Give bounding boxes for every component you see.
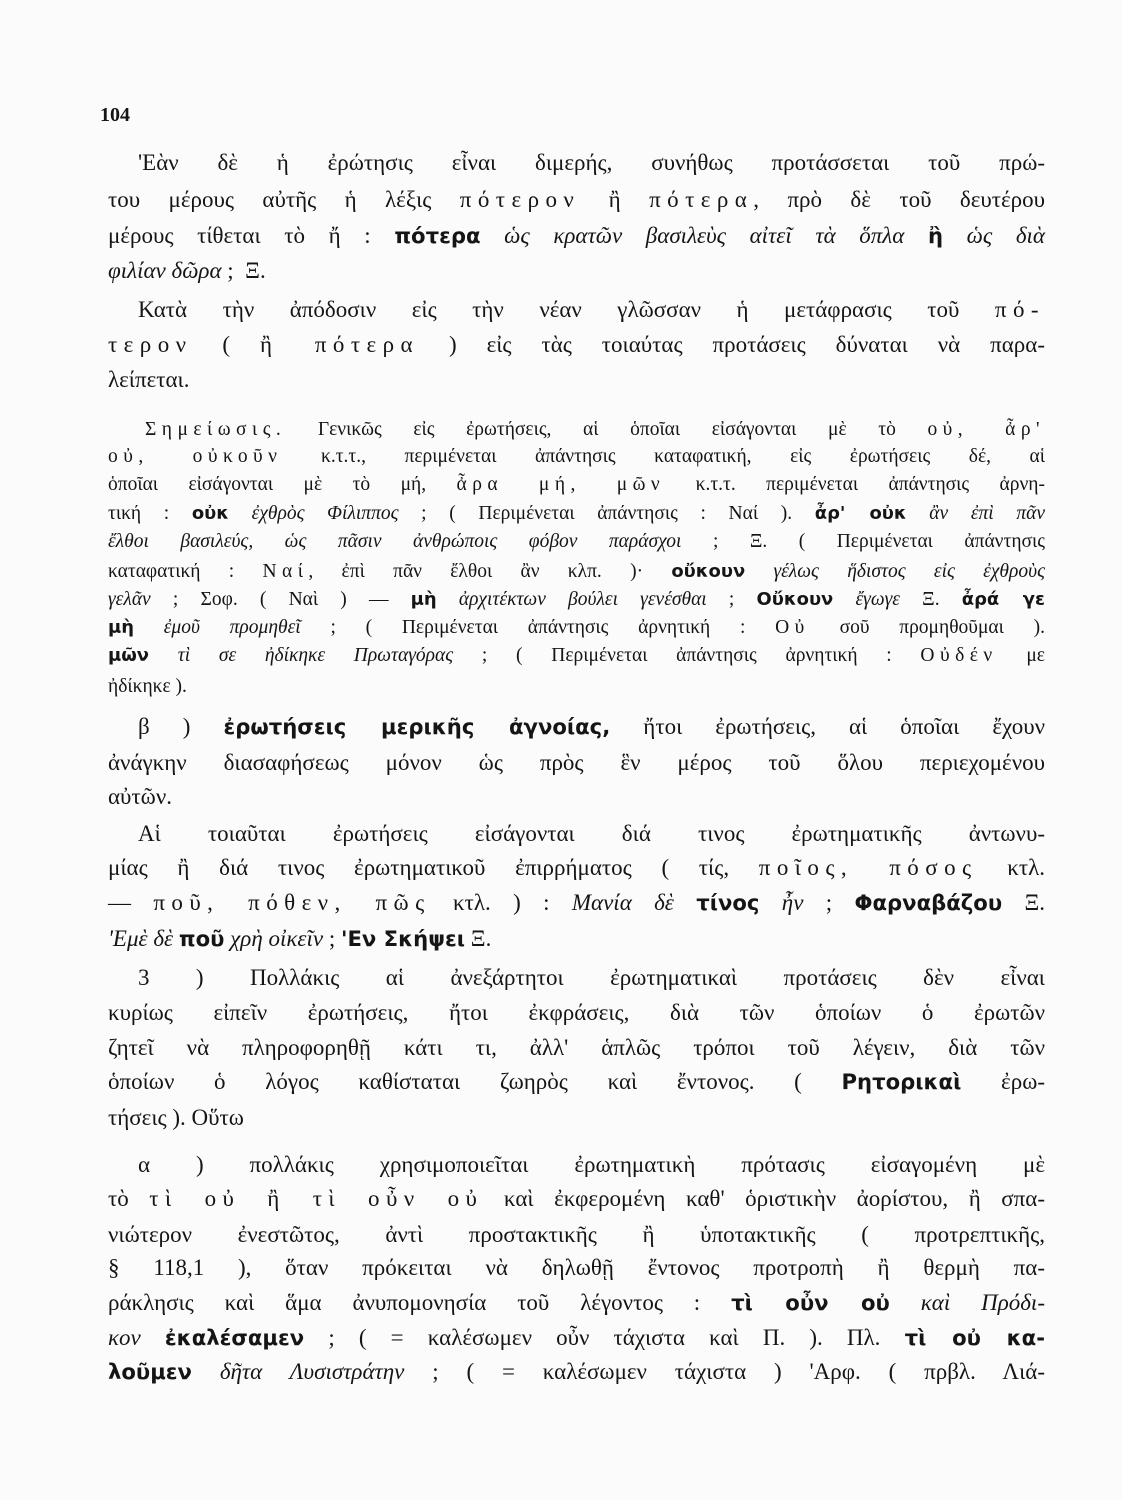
text-run: ἢ [580, 187, 650, 212]
note-line [108, 559, 1045, 585]
text-run: ) εἰς τὰς τοιαύτας προτάσεις δύναται νὰ παρα- [419, 332, 1045, 357]
spaced-text: ἢ πότερα [260, 332, 420, 357]
text-run: , ἐπὶ πᾶν ἔλθοι ἂν κλπ. )· [308, 561, 672, 582]
note-line [108, 472, 1045, 498]
text-run: 3 ) Πολλάκις αἱ ἀνεξάρτητοι ἐρωτηματικαὶ προτάσεις δὲν εἶναι [138, 965, 1045, 990]
text-run: κυρίως εἰπεῖν ἐρωτήσεις, ἤτοι ἐκφράσεις, διὰ τῶν ὁποίων ὁ ἐρωτῶν [108, 1000, 1045, 1025]
spaced-text: οὐ, οὐκοῦν [108, 446, 283, 467]
text-run: α ) πολλάκις χρησιμοποιεῖται ἐρωτηματικὴ πρότασις εἰσαγομένη μὲ [138, 1152, 1045, 1177]
text-line [108, 748, 1045, 778]
text-line [138, 1150, 1045, 1180]
text-line [108, 782, 1045, 812]
italic-text: ἦν [759, 890, 804, 915]
note-line [108, 615, 1045, 641]
text-line [108, 924, 1045, 954]
bold-text: ἐρωτήσεις μερικῆς ἀγνοίας, [223, 714, 611, 739]
text-run: του μέρους αὐτῆς ἡ λέξις [108, 187, 460, 212]
text-run: ; ( = καλέσωμεν τάχιστα ) 'Αρφ. ( πρβλ. Λιά- [404, 1359, 1045, 1384]
text-run: ἤτοι ἐρωτήσεις, αἱ ὁποῖαι ἔχουν [610, 714, 1045, 739]
text-line [108, 256, 1045, 286]
italic-text: τὶ σε ἠδίκηκε Πρωταγόρας [149, 645, 454, 666]
text-run: β ) [138, 714, 224, 739]
spaced-text: τὶ οὐ ἢ τὶ οὖν οὐ [149, 1186, 484, 1211]
text-run: ἐρω- [961, 1069, 1045, 1094]
note-line [108, 529, 1045, 555]
note-line [108, 587, 1045, 613]
bold-text: πότερα [394, 223, 481, 248]
italic-text: ἂν ἐπὶ πᾶν [906, 503, 1045, 524]
spaced-text: Σημείωσις. [145, 419, 287, 440]
text-run: αὐτῶν. [108, 784, 172, 809]
text-run: ; [706, 589, 757, 610]
text-line [138, 148, 1045, 178]
text-line [108, 853, 1045, 883]
bold-text: τὶ οὖν οὐ [731, 1290, 890, 1315]
spaced-text: ποῦ, πόθεν, πῶς [153, 890, 431, 915]
text-line [138, 712, 1045, 742]
text-run: μέρους τίθεται τὸ ἤ : [108, 223, 395, 248]
spaced-text: ποῖος, πόσος [758, 855, 978, 880]
bold-text: 'Εν Σκήψει [340, 926, 466, 951]
bold-text: τίνος [696, 890, 760, 915]
bold-text: Φαρναβάζου [854, 890, 1003, 915]
italic-text: ἐμοῦ προμηθεῖ [133, 617, 301, 638]
text-run: ; ( Περιμένεται ἀπάντησις ἀρνητική : [453, 645, 921, 666]
note-line [108, 674, 1045, 700]
text-run: ; ( Περιμένεται ἀπάντησις : Ναί ). [398, 503, 815, 524]
text-run: καὶ ἐκφερομένη καθ' ὁριστικὴν ἀορίστου, ἢ σπα- [483, 1186, 1045, 1211]
text-run: κτλ. [977, 855, 1045, 880]
text-run: ( [192, 332, 261, 357]
spaced-text: Οὐδέν [920, 645, 998, 666]
text-line [108, 221, 1045, 251]
text-line [138, 963, 1045, 993]
italic-text: Μανία δὲ [571, 890, 697, 915]
note-line [108, 643, 1045, 669]
text-run: κ.τ.τ. περιμένεται ἀπάντησις ἀρνη- [665, 474, 1045, 495]
text-line [108, 998, 1045, 1028]
spaced-text: πότερον [459, 187, 581, 212]
text-run: κτλ. ) : [430, 890, 572, 915]
spaced-text: Ναί [262, 561, 309, 582]
note-line [145, 417, 1045, 443]
spaced-text: τερον [108, 332, 193, 357]
text-run: κ.τ.τ., περιμένεται ἀπάντησις καταφατική, εἰς ἐρωτήσεις δέ, αἱ [282, 446, 1046, 467]
italic-text: φιλίαν δῶρα [108, 258, 222, 283]
spaced-text: οὐ, ἆρ' [927, 419, 1045, 440]
page-number: 104 [100, 104, 130, 126]
text-run: ὁποίων ὁ λόγος καθίσταται ζωηρὸς καὶ ἔντονος. ( [108, 1069, 842, 1094]
text-line [138, 819, 1045, 849]
text-run: Αἱ τοιαῦται ἐρωτήσεις εἰσάγονται διά τινος ἐρωτηματικῆς ἀντωνυ- [138, 821, 1045, 846]
bold-text: ἢ [927, 223, 944, 248]
text-line [108, 1184, 1045, 1214]
text-run: ; Ξ. ( Περιμένεται ἀπάντησις [681, 531, 1045, 552]
text-run: ζητεῖ νὰ πληροφορηθῇ κάτι τι, ἀλλ' ἁπλῶς τρόποι τοῦ λέγειν, διὰ τῶν [108, 1035, 1045, 1060]
text-run: ; [323, 926, 341, 951]
bold-text: μῶν [108, 645, 150, 666]
bold-text: ποῦ [178, 926, 225, 951]
note-line [108, 501, 1045, 527]
text-run: με [997, 645, 1045, 666]
bold-text: μὴ [410, 589, 437, 610]
text-line [108, 1288, 1045, 1318]
text-line [108, 1220, 1045, 1250]
text-run: ; [803, 890, 855, 915]
text-run: ράκλησις καὶ ἅμα ἀνυπομονησία τοῦ λέγοντος : [108, 1290, 732, 1315]
text-run: , πρὸ δὲ τοῦ δευτέρου [753, 187, 1046, 212]
italic-text: 'Εμὲ δὲ [108, 926, 179, 951]
text-line [108, 1067, 1045, 1097]
bold-text: Οὔκουν [756, 589, 834, 610]
text-line [108, 1033, 1045, 1063]
text-run: τήσεις ). Οὕτω [108, 1105, 244, 1130]
text-run: Κατὰ τὴν ἀπόδοσιν εἰς τὴν νέαν γλῶσσαν ἡ μετάφρασις τοῦ [138, 297, 995, 322]
text-line [108, 1357, 1045, 1387]
italic-text: δῆτα Λυσιστράτην [191, 1359, 405, 1384]
text-line [138, 295, 1045, 325]
italic-text: ὡς διὰ [943, 223, 1045, 248]
text-run: ; Ξ. [221, 258, 266, 283]
text-line [108, 888, 1045, 918]
italic-text: ἀρχιτέκτων βούλει γενέσθαι [436, 589, 707, 610]
italic-text: ἔγωγε [833, 589, 900, 610]
text-run: νιώτερον ἐνεστῶτος, ἀντὶ προστακτικῆς ἢ ὑποτακτικῆς ( προτρεπτικῆς, [108, 1222, 1045, 1247]
bold-text: οὐκ [191, 503, 230, 524]
text-run: τική : [108, 503, 192, 524]
bold-text: μὴ [108, 617, 134, 638]
italic-text: κον [108, 1325, 165, 1350]
bold-text: Ρητορικαὶ [841, 1069, 962, 1094]
text-run: — [108, 890, 154, 915]
italic-text: ὡς κρατῶν βασιλεὺς αἰτεῖ τὰ ὅπλα [480, 223, 928, 248]
text-line [108, 1323, 1045, 1353]
text-run: Ξ. [1002, 890, 1045, 915]
text-run: Ξ. [465, 926, 492, 951]
italic-text: καὶ Πρόδι- [889, 1290, 1045, 1315]
text-run: 'Εὰν δὲ ἡ ἐρώτησις εἶναι διμερής, συνήθως προτάσσεται τοῦ πρώ- [138, 150, 1045, 175]
italic-text: χρὴ οἰκεῖν [224, 926, 324, 951]
text-run: § 118,1 ), ὅταν πρόκειται νὰ δηλωθῇ ἔντονος προτροπὴ ἢ θερμὴ πα- [108, 1255, 1045, 1280]
italic-text: ἔλθοι βασιλεύς, ὡς πᾶσιν ἀνθρώποις φόβον παράσχοι [108, 531, 682, 552]
spaced-text: πό- [994, 297, 1045, 322]
text-run: ἀνάγκην διασαφήσεως μόνον ὡς πρὸς ἓν μέρος τοῦ ὅλου περιεχομένου [108, 750, 1045, 775]
text-run: τὸ [108, 1186, 150, 1211]
spaced-text: Οὐ [775, 617, 810, 638]
text-run: Γενικῶς εἰς ἐρωτήσεις, αἱ ὁποῖαι εἰσάγονται μὲ τὸ [286, 419, 928, 440]
text-run: Ξ. [899, 589, 962, 610]
text-line [108, 365, 1045, 395]
note-line [108, 444, 1045, 470]
bold-text: ἆρ' οὐκ [814, 503, 907, 524]
text-run: ὁποῖαι εἰσάγονται μὲ τὸ μή, [108, 474, 457, 495]
text-run: καταφατική : [108, 561, 263, 582]
spaced-text: ἆρα μή, μῶν [456, 474, 666, 495]
text-run: σοῦ προμηθοῦμαι ). [809, 617, 1045, 638]
bold-text: λοῦμεν [108, 1359, 192, 1384]
text-run: ; Σοφ. ( Ναὶ ) — [150, 589, 411, 610]
text-run: ; ( = καλέσωμεν οὖν τάχιστα καὶ Π. ). Πλ. [304, 1325, 905, 1350]
text-run: ἠδίκηκε ). [108, 676, 187, 697]
italic-text: γελᾶν [108, 589, 151, 610]
text-line [108, 1253, 1045, 1283]
italic-text: ἐχθρὸς Φίλιππος [229, 503, 399, 524]
text-run: λείπεται. [108, 367, 190, 392]
text-line [108, 185, 1045, 215]
spaced-text: πότερα [649, 187, 754, 212]
bold-text: ἆρά γε [961, 589, 1045, 610]
text-run: μίας ἢ διά τινος ἐρωτηματικοῦ ἐπιρρήματος ( τίς, [108, 855, 759, 880]
text-line [108, 1103, 1045, 1133]
italic-text: γέλως ἥδιστος εἰς ἐχθροὺς [745, 561, 1045, 582]
bold-text: οὔκουν [671, 561, 746, 582]
bold-text: τὶ οὐ κα- [904, 1325, 1045, 1350]
text-run: ; ( Περιμένεται ἀπάντησις ἀρνητική : [300, 617, 776, 638]
text-line [108, 330, 1045, 360]
bold-text: ἐκαλέσαμεν [164, 1325, 305, 1350]
